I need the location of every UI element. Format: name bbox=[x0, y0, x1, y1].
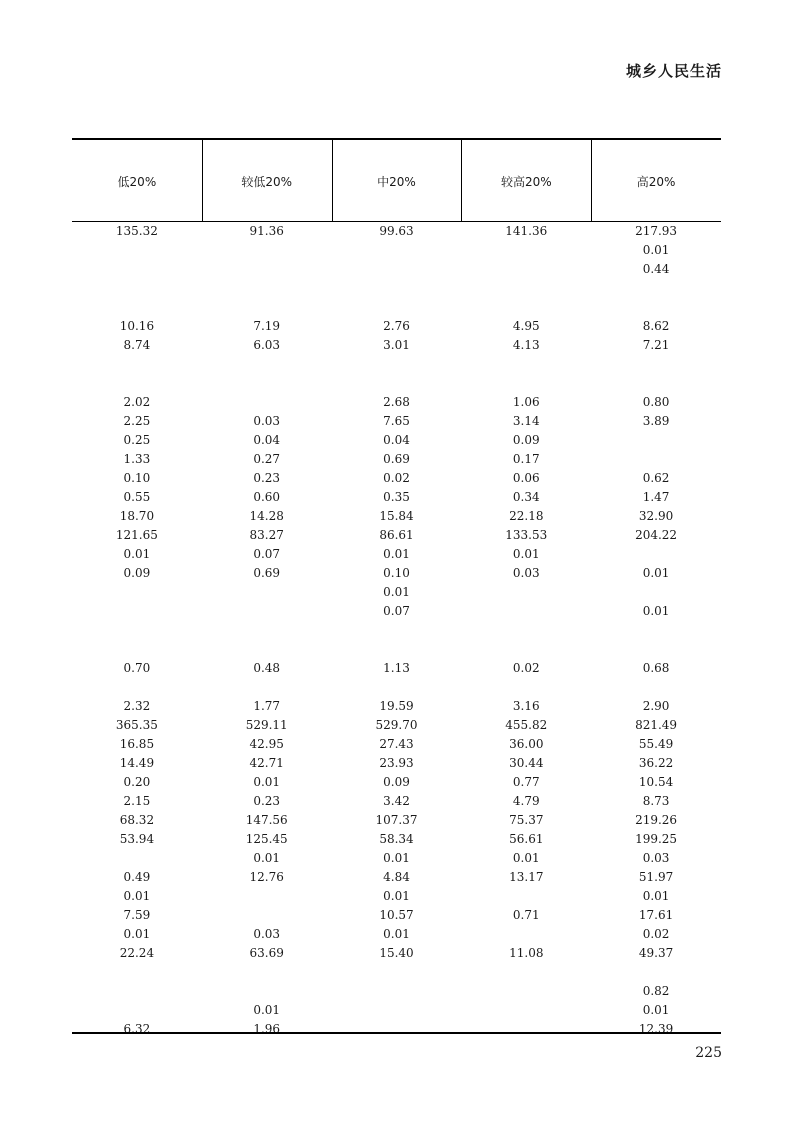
table-cell bbox=[461, 374, 591, 393]
table-cell: 2.68 bbox=[383, 395, 410, 409]
table-cell: 7.19 bbox=[253, 319, 281, 333]
table-cell: 30.44 bbox=[509, 756, 544, 770]
table-cell: 15.40 bbox=[379, 946, 414, 960]
table-cell bbox=[202, 583, 332, 602]
table-row bbox=[72, 431, 721, 450]
table-cell: 7.65 bbox=[383, 414, 410, 428]
table-cell bbox=[332, 298, 462, 317]
table-cell: 10.54 bbox=[638, 775, 674, 789]
table-row bbox=[72, 754, 721, 773]
table-row bbox=[72, 507, 721, 526]
table-cell bbox=[202, 621, 332, 640]
page-number: 225 bbox=[695, 1045, 722, 1061]
table-cell: 3.42 bbox=[383, 794, 410, 808]
table-cell: 199.25 bbox=[635, 832, 678, 846]
table-cell bbox=[72, 279, 202, 298]
table-cell bbox=[72, 963, 202, 982]
table-cell bbox=[202, 887, 332, 906]
table-cell bbox=[72, 982, 202, 1001]
table-row bbox=[72, 773, 721, 792]
table-cell: 0.01 bbox=[123, 927, 151, 941]
table-cell: 0.71 bbox=[512, 908, 540, 922]
table-cell bbox=[332, 1020, 462, 1039]
table-cell bbox=[461, 678, 591, 697]
table-cell: 204.22 bbox=[635, 528, 678, 542]
table-cell bbox=[72, 355, 202, 374]
table-cell: 14.28 bbox=[249, 509, 284, 523]
table-cell: 3.01 bbox=[383, 338, 410, 352]
table-cell bbox=[202, 982, 332, 1001]
table-cell: 3.89 bbox=[642, 414, 670, 428]
table-cell: 10.57 bbox=[379, 908, 414, 922]
table-cell: 107.37 bbox=[375, 813, 418, 827]
table-cell: 0.01 bbox=[253, 775, 281, 789]
table-cell bbox=[591, 279, 721, 298]
table-cell: 1.33 bbox=[123, 452, 151, 466]
table-row bbox=[72, 1020, 721, 1039]
table-cell: 0.01 bbox=[383, 851, 410, 865]
table-cell: 821.49 bbox=[635, 718, 678, 732]
table-cell: 4.95 bbox=[512, 319, 540, 333]
table-cell: 42.95 bbox=[249, 737, 284, 751]
table-cell: 0.02 bbox=[642, 927, 670, 941]
table-cell: 0.17 bbox=[512, 452, 540, 466]
table-cell: 0.01 bbox=[383, 585, 410, 599]
table-cell: 0.49 bbox=[123, 870, 151, 884]
table-cell: 53.94 bbox=[119, 832, 155, 846]
table-row bbox=[72, 735, 721, 754]
table-cell: 36.00 bbox=[509, 737, 544, 751]
table-cell: 63.69 bbox=[249, 946, 284, 960]
table-row bbox=[72, 925, 721, 944]
table-cell bbox=[591, 678, 721, 697]
column-header-upper-middle: 较高20% bbox=[500, 175, 552, 189]
table-cell bbox=[461, 1001, 591, 1020]
table-cell: 141.36 bbox=[505, 224, 548, 238]
table-cell: 0.03 bbox=[642, 851, 670, 865]
table-cell bbox=[202, 279, 332, 298]
table-row bbox=[72, 526, 721, 545]
table-cell: 0.35 bbox=[383, 490, 410, 504]
table-cell bbox=[591, 298, 721, 317]
table-cell bbox=[461, 583, 591, 602]
table-cell bbox=[461, 355, 591, 374]
table-cell bbox=[72, 583, 202, 602]
table-row bbox=[72, 830, 721, 849]
table-cell: 49.37 bbox=[638, 946, 674, 960]
table-cell: 0.01 bbox=[512, 547, 540, 561]
table-cell: 135.32 bbox=[115, 224, 158, 238]
table-cell: 0.69 bbox=[383, 452, 410, 466]
table-cell: 14.49 bbox=[119, 756, 155, 770]
table-row bbox=[72, 393, 721, 412]
table-cell: 0.23 bbox=[253, 794, 281, 808]
table-cell: 0.68 bbox=[642, 661, 670, 675]
table-cell: 22.18 bbox=[509, 509, 544, 523]
table-row bbox=[72, 640, 721, 659]
table-cell bbox=[591, 431, 721, 450]
table-cell bbox=[202, 298, 332, 317]
table-cell: 0.62 bbox=[642, 471, 670, 485]
table-cell bbox=[202, 602, 332, 621]
table-cell bbox=[72, 1001, 202, 1020]
table-cell: 125.45 bbox=[245, 832, 288, 846]
table-cell: 2.90 bbox=[642, 699, 670, 713]
table-cell: 1.77 bbox=[253, 699, 281, 713]
table-cell: 0.09 bbox=[512, 433, 540, 447]
table-cell bbox=[461, 963, 591, 982]
table-row bbox=[72, 868, 721, 887]
table-cell: 0.82 bbox=[642, 984, 670, 998]
table-cell: 3.14 bbox=[512, 414, 540, 428]
table-cell: 0.27 bbox=[253, 452, 281, 466]
table-cell: 6.32 bbox=[123, 1022, 151, 1036]
table-cell bbox=[202, 906, 332, 925]
table-cell: 0.01 bbox=[383, 547, 410, 561]
table-cell bbox=[202, 355, 332, 374]
table-cell: 12.39 bbox=[638, 1022, 674, 1036]
table-row bbox=[72, 792, 721, 811]
table-cell: 51.97 bbox=[638, 870, 674, 884]
table-cell: 7.59 bbox=[123, 908, 151, 922]
table-cell: 0.02 bbox=[512, 661, 540, 675]
table-bottom-rule bbox=[72, 1032, 721, 1034]
table-cell: 0.34 bbox=[512, 490, 540, 504]
table-cell: 0.70 bbox=[123, 661, 151, 675]
table-cell bbox=[461, 602, 591, 621]
table-cell: 42.71 bbox=[249, 756, 284, 770]
table-cell: 133.53 bbox=[505, 528, 548, 542]
table-cell bbox=[332, 260, 462, 279]
table-cell: 0.80 bbox=[642, 395, 670, 409]
table-cell: 0.01 bbox=[253, 851, 281, 865]
table-row bbox=[72, 659, 721, 678]
table-row bbox=[72, 963, 721, 982]
table-cell: 0.01 bbox=[383, 927, 410, 941]
table-cell: 0.23 bbox=[253, 471, 281, 485]
table-row bbox=[72, 488, 721, 507]
table-cell: 4.13 bbox=[512, 338, 540, 352]
table-row bbox=[72, 678, 721, 697]
table-cell: 83.27 bbox=[249, 528, 284, 542]
table-cell: 0.03 bbox=[253, 927, 281, 941]
table-cell bbox=[72, 621, 202, 640]
table-row bbox=[72, 583, 721, 602]
table-cell: 23.93 bbox=[379, 756, 414, 770]
table-cell bbox=[332, 1001, 462, 1020]
table-cell: 0.55 bbox=[123, 490, 151, 504]
table-cell bbox=[591, 355, 721, 374]
table-cell bbox=[332, 355, 462, 374]
table-cell: 121.65 bbox=[115, 528, 158, 542]
table-cell: 17.61 bbox=[638, 908, 674, 922]
table-cell: 365.35 bbox=[115, 718, 158, 732]
table-cell: 75.37 bbox=[509, 813, 544, 827]
table-row bbox=[72, 279, 721, 298]
table-cell: 4.84 bbox=[383, 870, 410, 884]
table-cell: 0.01 bbox=[642, 1003, 670, 1017]
table-cell: 0.03 bbox=[512, 566, 540, 580]
table-cell: 0.69 bbox=[253, 566, 281, 580]
table-cell: 19.59 bbox=[379, 699, 414, 713]
table-cell: 0.10 bbox=[383, 566, 410, 580]
table-cell: 36.22 bbox=[638, 756, 674, 770]
table-cell: 0.01 bbox=[123, 547, 151, 561]
table-cell bbox=[461, 925, 591, 944]
table-cell bbox=[202, 678, 332, 697]
table-cell: 0.10 bbox=[123, 471, 151, 485]
table-cell: 217.93 bbox=[635, 224, 678, 238]
table-cell: 529.70 bbox=[375, 718, 418, 732]
table-cell: 8.73 bbox=[642, 794, 670, 808]
table-row bbox=[72, 317, 721, 336]
table-cell bbox=[72, 678, 202, 697]
table-cell: 11.08 bbox=[509, 946, 544, 960]
table-cell bbox=[461, 982, 591, 1001]
table-cell: 58.34 bbox=[379, 832, 414, 846]
table-cell: 16.85 bbox=[119, 737, 155, 751]
table-row bbox=[72, 374, 721, 393]
table-cell: 8.62 bbox=[642, 319, 670, 333]
table-row bbox=[72, 602, 721, 621]
table-header-row bbox=[72, 140, 721, 221]
table-cell: 1.96 bbox=[253, 1022, 281, 1036]
table-cell: 27.43 bbox=[379, 737, 414, 751]
table-cell: 10.16 bbox=[119, 319, 155, 333]
table-cell: 0.06 bbox=[512, 471, 540, 485]
table-cell: 1.06 bbox=[512, 395, 540, 409]
table-cell bbox=[591, 621, 721, 640]
table-cell: 6.03 bbox=[253, 338, 281, 352]
table-cell: 0.02 bbox=[383, 471, 410, 485]
table-cell: 99.63 bbox=[379, 224, 414, 238]
table-cell: 455.82 bbox=[505, 718, 548, 732]
table-row bbox=[72, 621, 721, 640]
table-row bbox=[72, 906, 721, 925]
table-cell: 2.25 bbox=[123, 414, 151, 428]
table-row bbox=[72, 849, 721, 868]
table-cell: 0.07 bbox=[383, 604, 410, 618]
table-cell bbox=[72, 602, 202, 621]
table-cell bbox=[72, 849, 202, 868]
table-cell bbox=[332, 963, 462, 982]
table-row bbox=[72, 811, 721, 830]
column-header-low: 低20% bbox=[117, 175, 157, 189]
table-cell bbox=[332, 982, 462, 1001]
table-cell: 1.47 bbox=[642, 490, 670, 504]
table-cell bbox=[332, 621, 462, 640]
running-header-title: 城乡人民生活 bbox=[625, 62, 722, 80]
table-row bbox=[72, 222, 721, 241]
table-row bbox=[72, 887, 721, 906]
table-cell: 0.25 bbox=[123, 433, 151, 447]
table-cell bbox=[591, 640, 721, 659]
table-row bbox=[72, 412, 721, 431]
table-cell bbox=[202, 260, 332, 279]
table-cell bbox=[461, 241, 591, 260]
column-header-high: 高20% bbox=[636, 175, 676, 189]
table-row bbox=[72, 298, 721, 317]
table-cell bbox=[332, 678, 462, 697]
table-row bbox=[72, 716, 721, 735]
table-cell bbox=[591, 963, 721, 982]
table-cell: 0.04 bbox=[253, 433, 281, 447]
table-cell: 4.79 bbox=[512, 794, 540, 808]
table-cell: 0.20 bbox=[123, 775, 151, 789]
table-cell: 12.76 bbox=[249, 870, 284, 884]
table-cell bbox=[202, 963, 332, 982]
table-cell bbox=[591, 545, 721, 564]
table-cell bbox=[461, 640, 591, 659]
table-cell: 13.17 bbox=[509, 870, 544, 884]
table-cell bbox=[202, 241, 332, 260]
table-cell: 0.09 bbox=[383, 775, 410, 789]
table-body bbox=[72, 222, 721, 1039]
table-row bbox=[72, 1001, 721, 1020]
table-cell bbox=[202, 640, 332, 659]
table-cell: 0.01 bbox=[642, 889, 670, 903]
table-row bbox=[72, 241, 721, 260]
table-cell: 15.84 bbox=[379, 509, 414, 523]
table-row bbox=[72, 545, 721, 564]
table-row bbox=[72, 355, 721, 374]
table-row bbox=[72, 982, 721, 1001]
table-cell: 68.32 bbox=[119, 813, 155, 827]
table-cell bbox=[202, 374, 332, 393]
table-cell: 1.13 bbox=[383, 661, 410, 675]
table-cell: 2.15 bbox=[123, 794, 151, 808]
table-cell: 0.77 bbox=[512, 775, 540, 789]
table-cell: 219.26 bbox=[635, 813, 678, 827]
table-cell bbox=[461, 260, 591, 279]
table-row bbox=[72, 944, 721, 963]
table-cell: 0.48 bbox=[253, 661, 281, 675]
table-cell bbox=[461, 1020, 591, 1039]
table-cell: 0.60 bbox=[253, 490, 281, 504]
table-cell: 0.07 bbox=[253, 547, 281, 561]
table-cell: 0.01 bbox=[642, 566, 670, 580]
table-cell: 0.01 bbox=[512, 851, 540, 865]
table-cell bbox=[332, 640, 462, 659]
table-row bbox=[72, 336, 721, 355]
table-cell bbox=[591, 374, 721, 393]
table-row bbox=[72, 260, 721, 279]
table-cell: 0.44 bbox=[642, 262, 670, 276]
table-cell: 147.56 bbox=[245, 813, 288, 827]
table-cell bbox=[461, 298, 591, 317]
table-cell bbox=[461, 887, 591, 906]
table-cell: 18.70 bbox=[119, 509, 155, 523]
table-cell bbox=[332, 279, 462, 298]
table-cell: 0.01 bbox=[123, 889, 151, 903]
table-cell: 55.49 bbox=[638, 737, 674, 751]
table-cell bbox=[72, 260, 202, 279]
table-cell: 2.02 bbox=[123, 395, 151, 409]
table-cell bbox=[72, 241, 202, 260]
table-cell bbox=[332, 241, 462, 260]
table-cell bbox=[591, 450, 721, 469]
table-cell: 86.61 bbox=[379, 528, 414, 542]
table-row bbox=[72, 564, 721, 583]
table-cell: 2.32 bbox=[123, 699, 151, 713]
table-cell bbox=[72, 640, 202, 659]
table-cell: 8.74 bbox=[123, 338, 151, 352]
table-cell: 22.24 bbox=[119, 946, 155, 960]
table-cell: 0.09 bbox=[123, 566, 151, 580]
table-cell: 56.61 bbox=[509, 832, 544, 846]
table-cell bbox=[461, 279, 591, 298]
table-row bbox=[72, 697, 721, 716]
table-cell: 529.11 bbox=[245, 718, 288, 732]
table-cell: 0.04 bbox=[383, 433, 410, 447]
table-cell bbox=[72, 374, 202, 393]
table-cell: 0.03 bbox=[253, 414, 281, 428]
table-cell bbox=[72, 298, 202, 317]
column-header-middle: 中20% bbox=[377, 175, 416, 189]
table-cell: 0.01 bbox=[642, 604, 670, 618]
table-cell: 2.76 bbox=[383, 319, 410, 333]
table-cell bbox=[591, 583, 721, 602]
table-row bbox=[72, 450, 721, 469]
table-cell bbox=[461, 621, 591, 640]
table-cell: 0.01 bbox=[253, 1003, 281, 1017]
table-cell: 0.01 bbox=[383, 889, 410, 903]
table-cell: 0.01 bbox=[642, 243, 670, 257]
table-row bbox=[72, 469, 721, 488]
table-cell: 91.36 bbox=[249, 224, 284, 238]
table-cell: 7.21 bbox=[642, 338, 670, 352]
table-cell: 32.90 bbox=[638, 509, 674, 523]
table-cell bbox=[202, 393, 332, 412]
table-cell bbox=[332, 374, 462, 393]
table-cell: 3.16 bbox=[512, 699, 540, 713]
column-header-lower-middle: 较低20% bbox=[241, 175, 293, 189]
